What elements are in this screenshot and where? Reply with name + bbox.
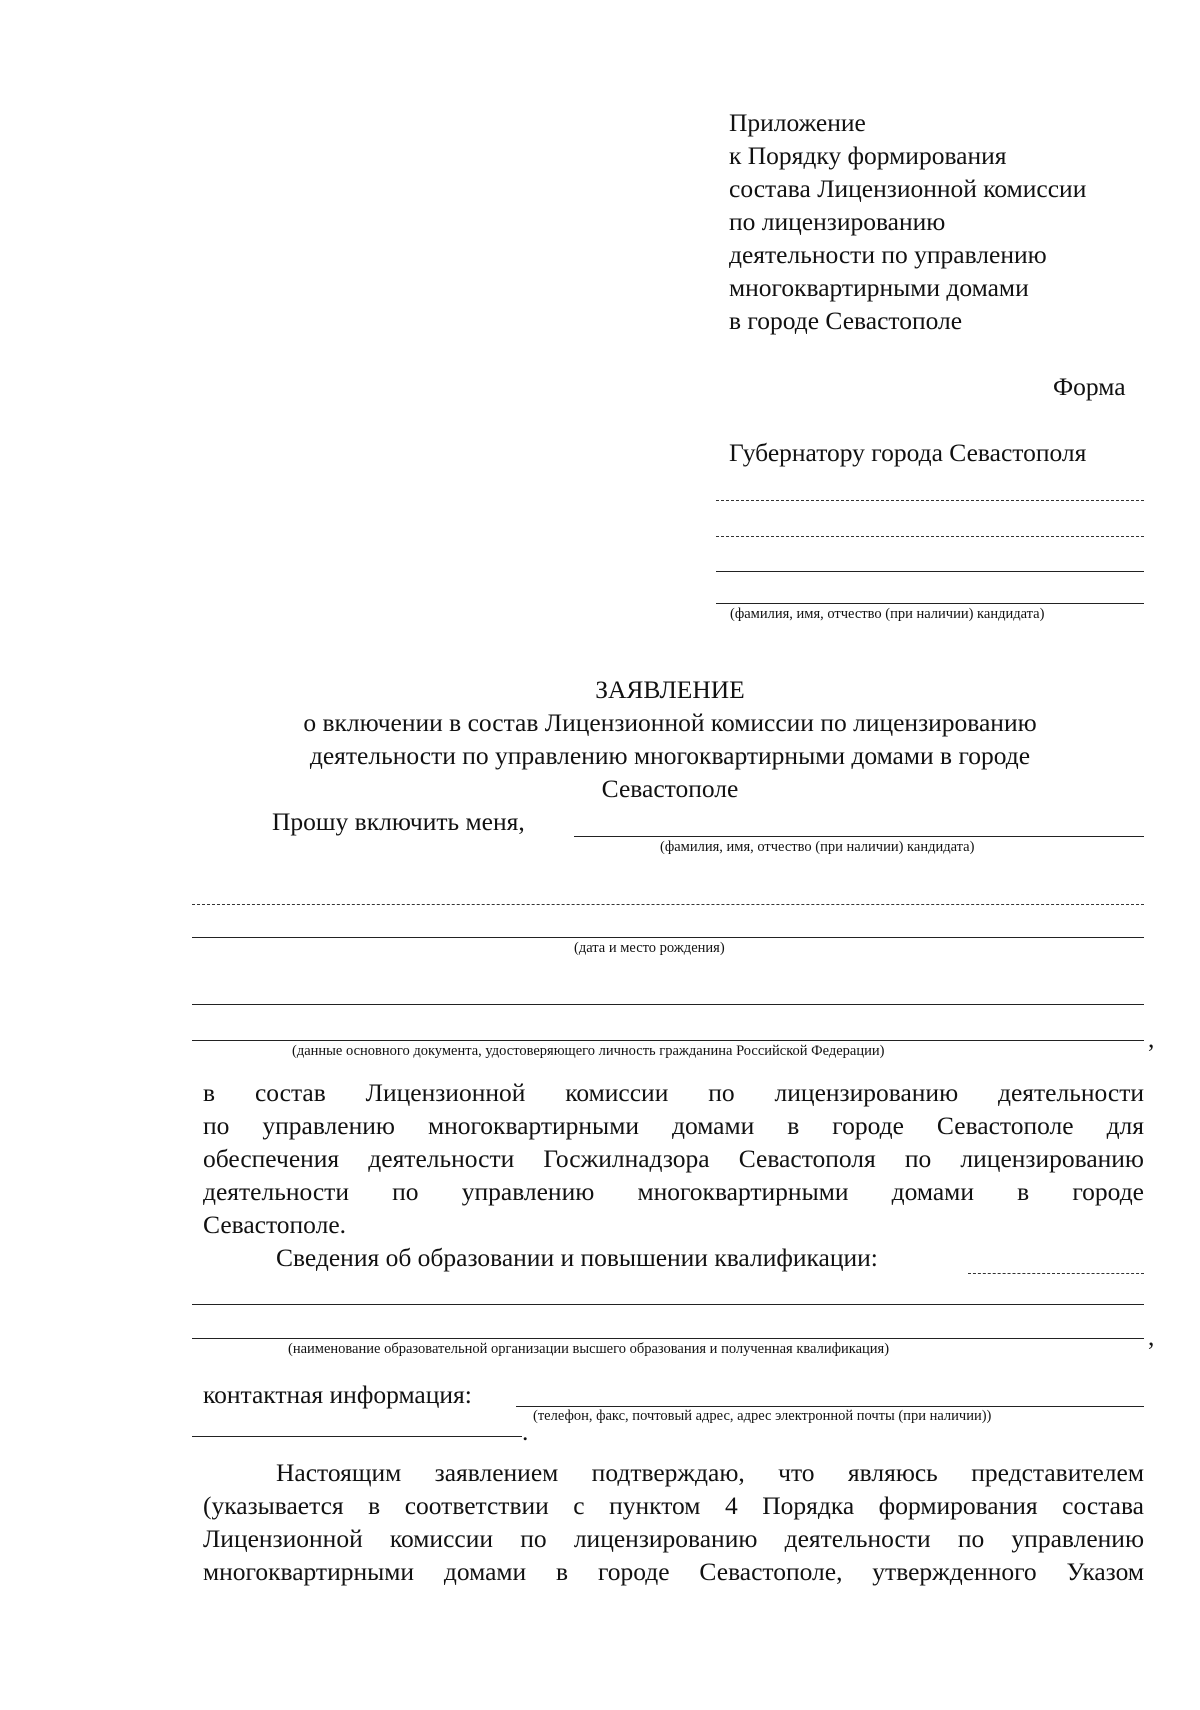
body-paragraph	[203, 1076, 1144, 1241]
appendix-line: по лицензированию	[729, 207, 946, 236]
contact-blank-line[interactable]	[192, 1436, 522, 1437]
subtitle-line: деятельности по управлению многоквартирными домами в городе	[309, 741, 1031, 770]
appendix-line: деятельности по управлению	[729, 240, 1047, 269]
confirm-paragraph	[203, 1456, 1144, 1588]
fio-blank-line[interactable]	[574, 836, 1144, 837]
appendix-line: в городе Севастополе	[729, 306, 963, 335]
subtitle-line: Севастополе	[601, 774, 739, 803]
appendix-block	[729, 106, 1086, 337]
body-line: Севастополе.	[203, 1210, 347, 1239]
confirm-line: Лицензионной комиссии по лицензированию деятельности по управлению	[203, 1524, 1144, 1553]
confirm-line: Настоящим заявлением подтверждаю, что являюсь представителем	[276, 1458, 1144, 1487]
confirm-line: многоквартирными домами в городе Севастополе, утвержденного Указом	[203, 1557, 1144, 1586]
statement-subtitle	[0, 706, 1200, 805]
caption-candidate-fio: (фамилия, имя, отчество (при наличии) кандидата)	[730, 606, 1045, 622]
caption-education: (наименование образовательной организации высшего образования и полученная квалификация)	[288, 1341, 890, 1357]
addressee-blank-line[interactable]	[716, 536, 1144, 537]
subtitle-line: о включении в состав Лицензионной комиссии по лицензированию	[303, 708, 1037, 737]
appendix-line: к Порядку формирования	[729, 141, 1007, 170]
education-blank-line[interactable]	[192, 1338, 1144, 1339]
form-label: Форма	[1053, 372, 1126, 401]
caption-fio-inline: (фамилия, имя, отчество (при наличии) кандидата)	[660, 839, 975, 855]
education-blank-line[interactable]	[192, 1304, 1144, 1305]
body-line: обеспечения деятельности Госжилнадзора Севастополя по лицензированию	[203, 1144, 1144, 1173]
birth-blank-line[interactable]	[192, 937, 1144, 938]
comma: ,	[1148, 1322, 1155, 1351]
document-blank-line[interactable]	[192, 1040, 1144, 1041]
statement-title: ЗАЯВЛЕНИЕ	[595, 675, 745, 704]
confirm-line: (указывается в соответствии с пунктом 4 Порядка формирования состава	[203, 1491, 1144, 1520]
caption-contact: (телефон, факс, почтовый адрес, адрес электронной почты (при наличии))	[533, 1408, 992, 1424]
addressee-blank-line[interactable]	[716, 603, 1144, 604]
appendix-line: многоквартирными домами	[729, 273, 1029, 302]
addressee-blank-line[interactable]	[716, 571, 1144, 572]
comma: ,	[1148, 1024, 1155, 1053]
body-line: по управлению многоквартирными домами в городе Севастополе для	[203, 1111, 1144, 1140]
body-line: деятельности по управлению многоквартирными домами в городе	[203, 1177, 1144, 1206]
education-label: Сведения об образовании и повышении квалификации:	[276, 1243, 878, 1272]
appendix-line: состава Лицензионной комиссии	[729, 174, 1087, 203]
fio-blank-line-2[interactable]	[192, 904, 1144, 905]
caption-document: (данные основного документа, удостоверяющего личность гражданина Российской Федерации)	[292, 1043, 885, 1059]
request-prefix: Прошу включить меня,	[272, 807, 525, 836]
contact-label: контактная информация:	[203, 1380, 472, 1409]
appendix-line: Приложение	[729, 108, 866, 137]
addressee-blank-line[interactable]	[716, 500, 1144, 501]
document-blank-line[interactable]	[192, 1004, 1144, 1005]
education-blank-line[interactable]	[968, 1273, 1144, 1274]
period: .	[522, 1417, 529, 1446]
body-line: в состав Лицензионной комиссии по лицензированию деятельности	[203, 1078, 1144, 1107]
caption-birth: (дата и место рождения)	[574, 940, 725, 956]
addressee: Губернатору города Севастополя	[729, 438, 1087, 467]
